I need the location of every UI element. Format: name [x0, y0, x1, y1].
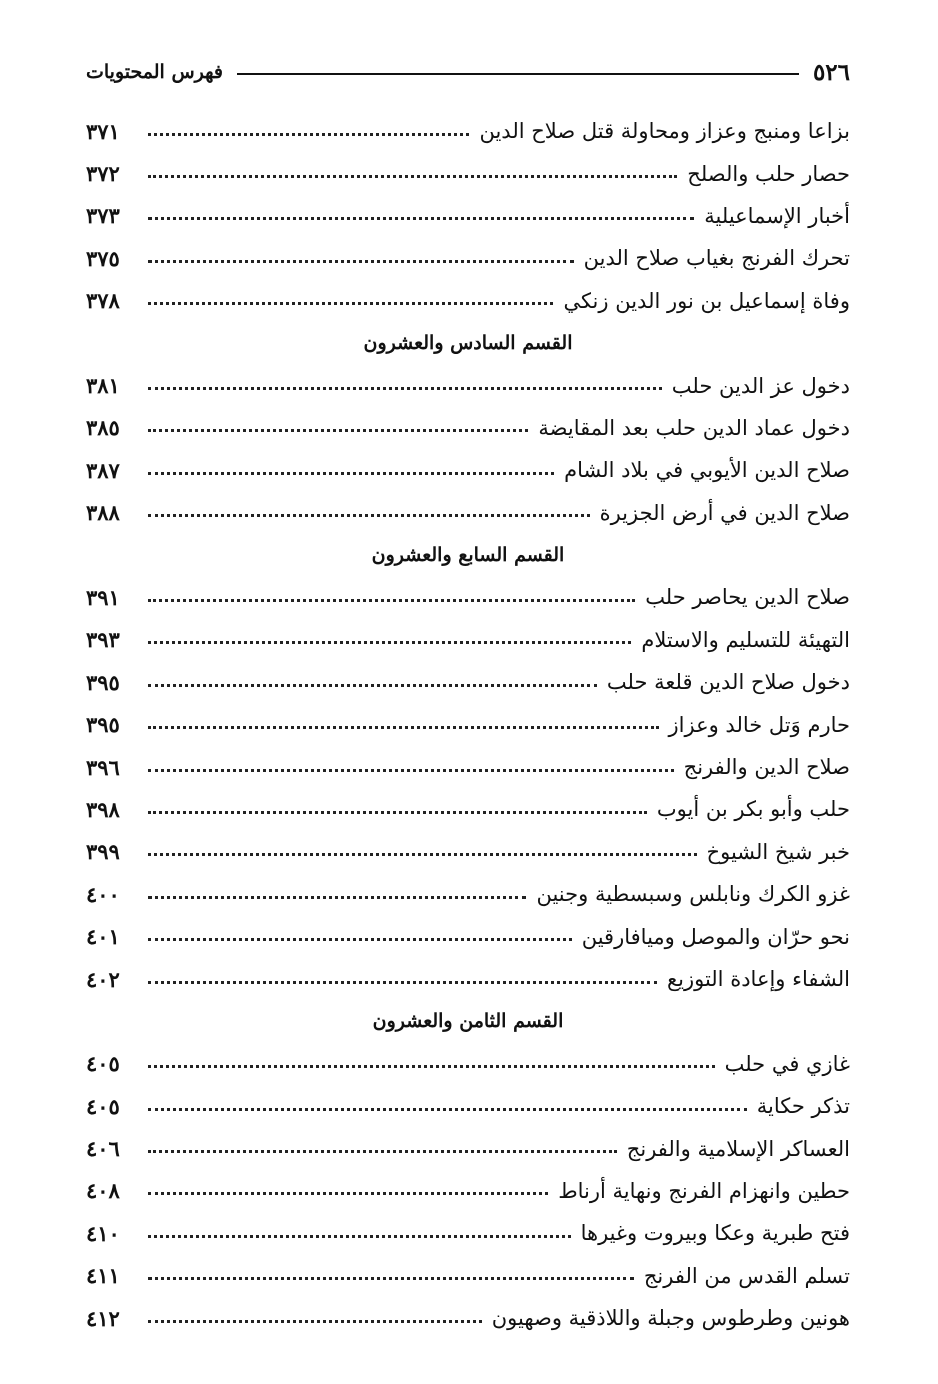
- toc-entry: [86, 280, 850, 322]
- toc-entry-title: صلاح الدين الأيوبي في بلاد الشام: [564, 458, 850, 483]
- dot-leader: [148, 684, 597, 687]
- dot-leader: [148, 429, 528, 432]
- toc-entry-page-number: ٣٧٣: [86, 203, 120, 229]
- toc-entry-page-number: ٤٠٦: [86, 1136, 120, 1162]
- toc-entry-title: حصار حلب والصلح: [687, 161, 850, 186]
- toc-entry-page-number: ٣٧١: [86, 118, 120, 144]
- toc-entry-title: أخبار الإسماعيلية: [704, 203, 850, 228]
- toc-entry: [86, 619, 850, 661]
- toc-entry-page-number: ٣٩١: [86, 584, 120, 610]
- dot-leader: [148, 938, 572, 941]
- toc-entry: [86, 958, 850, 1000]
- toc-entry-title: هونين وطرطوس وجبلة واللاذقية وصهيون: [491, 1306, 850, 1331]
- toc-entry: [86, 661, 850, 703]
- toc-entry: [86, 1127, 850, 1169]
- section-heading: القسم السادس والعشرون: [363, 332, 573, 355]
- dot-leader: [148, 1235, 571, 1238]
- toc-entry: [86, 1043, 850, 1085]
- toc-entry-title: تحرك الفرنج بغياب صلاح الدين: [583, 246, 850, 271]
- toc-entry-title: وفاة إسماعيل بن نور الدين زنكي: [563, 288, 850, 313]
- header-page-number: ٥٢٦: [812, 58, 850, 86]
- toc-entry: [86, 195, 850, 237]
- toc-entry-title: صلاح الدين والفرنج: [683, 755, 850, 780]
- toc-entry-page-number: ٣٧٢: [86, 161, 120, 187]
- toc-entry: [86, 576, 850, 618]
- dot-leader: [148, 1320, 482, 1323]
- dot-leader: [148, 472, 554, 475]
- dot-leader: [148, 302, 553, 305]
- section-heading: القسم الثامن والعشرون: [372, 1010, 564, 1033]
- toc-entry: [86, 1297, 850, 1339]
- toc-entry-page-number: ٤٠٢: [86, 966, 120, 992]
- toc-entry: [86, 1255, 850, 1297]
- toc-entry: [86, 915, 850, 957]
- toc-entry-title: التهيئة للتسليم والاستلام: [641, 627, 850, 652]
- toc-entry-page-number: ٤٠١: [86, 924, 120, 950]
- toc-entry: [86, 492, 850, 534]
- toc-entry-title: تذكر حكاية: [756, 1094, 850, 1119]
- dot-leader: [148, 387, 662, 390]
- header-rule: [237, 73, 799, 75]
- toc-entry-title: نحو حرّان والموصل وميافارقين: [581, 924, 850, 949]
- toc-entry-title: دخول عز الدين حلب: [671, 373, 850, 398]
- dot-leader: [148, 1277, 634, 1280]
- toc-entry-title: فتح طبرية وعكا وبيروت وغيرها: [580, 1221, 850, 1246]
- toc-entry-title: صلاح الدين يحاصر حلب: [645, 585, 850, 610]
- dot-leader: [148, 175, 677, 178]
- dot-leader: [148, 811, 647, 814]
- toc-entry-title: صلاح الدين في أرض الجزيرة: [599, 500, 850, 525]
- toc-entry-title: حارم وَتل خالد وعزاز: [668, 712, 850, 737]
- toc-entry: [86, 1212, 850, 1254]
- toc-entry-page-number: ٣٨٥: [86, 415, 120, 441]
- toc-entry-page-number: ٣٨٧: [86, 457, 120, 483]
- dot-leader: [148, 896, 526, 899]
- table-of-contents: [86, 110, 850, 1339]
- toc-entry-page-number: ٤١٠: [86, 1220, 120, 1246]
- toc-entry-title: الشفاء وإعادة التوزيع: [666, 967, 850, 991]
- dot-leader: [148, 1108, 747, 1111]
- dot-leader: [148, 726, 659, 729]
- dot-leader: [148, 133, 469, 136]
- toc-entry-title: خبر شيخ الشيوخ: [706, 839, 850, 864]
- toc-entry-page-number: ٤١٢: [86, 1305, 120, 1331]
- dot-leader: [148, 514, 590, 517]
- dot-leader: [148, 599, 635, 602]
- toc-entry-page-number: ٣٩٥: [86, 669, 120, 695]
- toc-entry-page-number: ٤٠٥: [86, 1093, 120, 1119]
- toc-entry-page-number: ٣٩٦: [86, 754, 120, 780]
- toc-entry-page-number: ٣٨٨: [86, 500, 120, 526]
- toc-entry-title: دخول عماد الدين حلب بعد المقايضة: [538, 415, 850, 440]
- toc-entry: [86, 746, 850, 788]
- toc-entry-page-number: ٤٠٥: [86, 1051, 120, 1077]
- toc-entry-page-number: ٣٩٥: [86, 712, 120, 738]
- dot-leader: [148, 641, 631, 644]
- dot-leader: [148, 260, 574, 263]
- dot-leader: [148, 1065, 715, 1068]
- toc-entry-page-number: ٣٩٩: [86, 839, 120, 865]
- dot-leader: [148, 853, 697, 856]
- toc-entry: [86, 237, 850, 279]
- toc-entry-title: بزاعا ومنبج وعزاز ومحاولة قتل صلاح الدين: [479, 119, 850, 144]
- toc-entry-title: غازي في حلب: [724, 1051, 850, 1076]
- toc-entry-page-number: ٤١١: [86, 1263, 120, 1289]
- toc-entry-page-number: ٣٧٨: [86, 288, 120, 314]
- toc-entry: [86, 152, 850, 194]
- toc-entry: [86, 788, 850, 830]
- toc-entry-page-number: ٣٧٥: [86, 245, 120, 271]
- toc-entry-page-number: ٤٠٠: [86, 881, 120, 907]
- dot-leader: [148, 769, 674, 772]
- toc-entry: [86, 703, 850, 745]
- toc-entry-page-number: ٤٠٨: [86, 1178, 120, 1204]
- toc-entry-title: دخول صلاح الدين قلعة حلب: [606, 670, 850, 695]
- dot-leader: [148, 981, 657, 984]
- toc-entry: [86, 1085, 850, 1127]
- dot-leader: [148, 1192, 548, 1195]
- toc-entry-title: غزو الكرك ونابلس وسبسطية وجنين: [536, 882, 850, 907]
- toc-entry-title: حطين وانهزام الفرنج ونهاية أرناط: [558, 1178, 850, 1203]
- toc-entry: [86, 110, 850, 152]
- toc-entry-title: تسلم القدس من الفرنج: [643, 1263, 850, 1288]
- toc-entry-page-number: ٣٩٨: [86, 796, 120, 822]
- toc-entry-page-number: ٣٩٣: [86, 627, 120, 653]
- section-heading: القسم السابع والعشرون: [371, 544, 565, 567]
- dot-leader: [148, 1150, 617, 1153]
- toc-entry: [86, 364, 850, 406]
- header-title: فهرس المحتويات: [86, 61, 223, 83]
- running-header: [86, 54, 850, 90]
- toc-entry: [86, 873, 850, 915]
- dot-leader: [148, 217, 694, 220]
- toc-entry-title: حلب وأبو بكر بن أيوب: [656, 797, 850, 822]
- toc-entry: [86, 407, 850, 449]
- toc-entry-title: العساكر الإسلامية والفرنج: [626, 1136, 850, 1161]
- toc-entry: [86, 831, 850, 873]
- toc-entry-page-number: ٣٨١: [86, 373, 120, 399]
- toc-entry: [86, 449, 850, 491]
- toc-entry: [86, 1170, 850, 1212]
